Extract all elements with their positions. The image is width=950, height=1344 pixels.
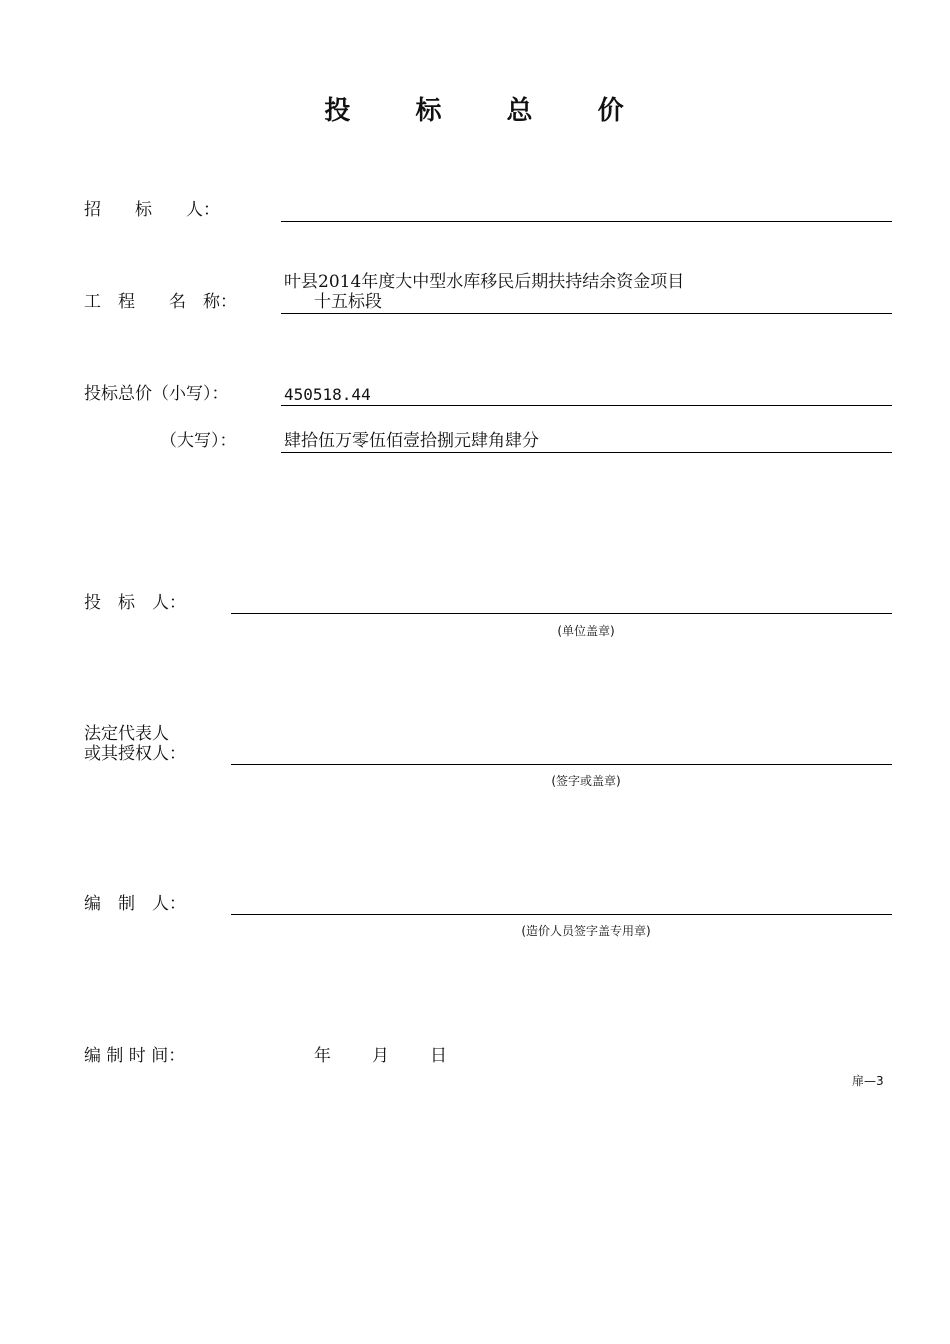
date-year: 年 — [314, 1046, 331, 1066]
legal-rep-label-line1: 法定代表人 — [84, 724, 169, 744]
date-day: 日 — [430, 1046, 447, 1066]
bidder-signature-line — [231, 613, 892, 614]
page-code: 扉—3 — [852, 1074, 884, 1088]
compiler-signature-line — [231, 914, 892, 915]
date-month: 月 — [372, 1046, 389, 1066]
bidder-label: 投 标 人： — [84, 593, 186, 613]
bid-price-figures-value: 450518.44 — [284, 385, 371, 404]
bid-price-figures-underline — [281, 405, 892, 406]
legal-rep-label-line2: 或其授权人： — [84, 744, 186, 764]
compiler-label: 编 制 人： — [84, 894, 186, 914]
tenderer-label: 招 标 人： — [84, 200, 220, 220]
bid-price-words-value: 肆拾伍万零伍佰壹拾捌元肆角肆分 — [284, 431, 539, 451]
bidder-seal-note: (单位盖章) — [557, 624, 615, 638]
page-title: 投 标 总 价 — [324, 96, 652, 126]
tenderer-underline — [281, 221, 892, 222]
project-name-value-line1: 叶县2014年度大中型水库移民后期扶持结余资金项目 — [284, 272, 685, 292]
project-name-label: 工 程 名 称： — [84, 292, 237, 312]
compiler-stamp-note: (造价人员签字盖专用章) — [521, 924, 651, 938]
bid-price-figures-label: 投标总价（小写）： — [84, 384, 229, 404]
bid-price-words-underline — [281, 452, 892, 453]
bid-price-words-label: （大写）： — [160, 431, 237, 451]
project-name-underline — [281, 313, 892, 314]
legal-rep-signature-line — [231, 764, 892, 765]
project-name-value-line2: 十五标段 — [314, 292, 382, 312]
legal-rep-sign-note: (签字或盖章) — [551, 774, 621, 788]
date-label: 编 制 时 间： — [84, 1046, 186, 1066]
